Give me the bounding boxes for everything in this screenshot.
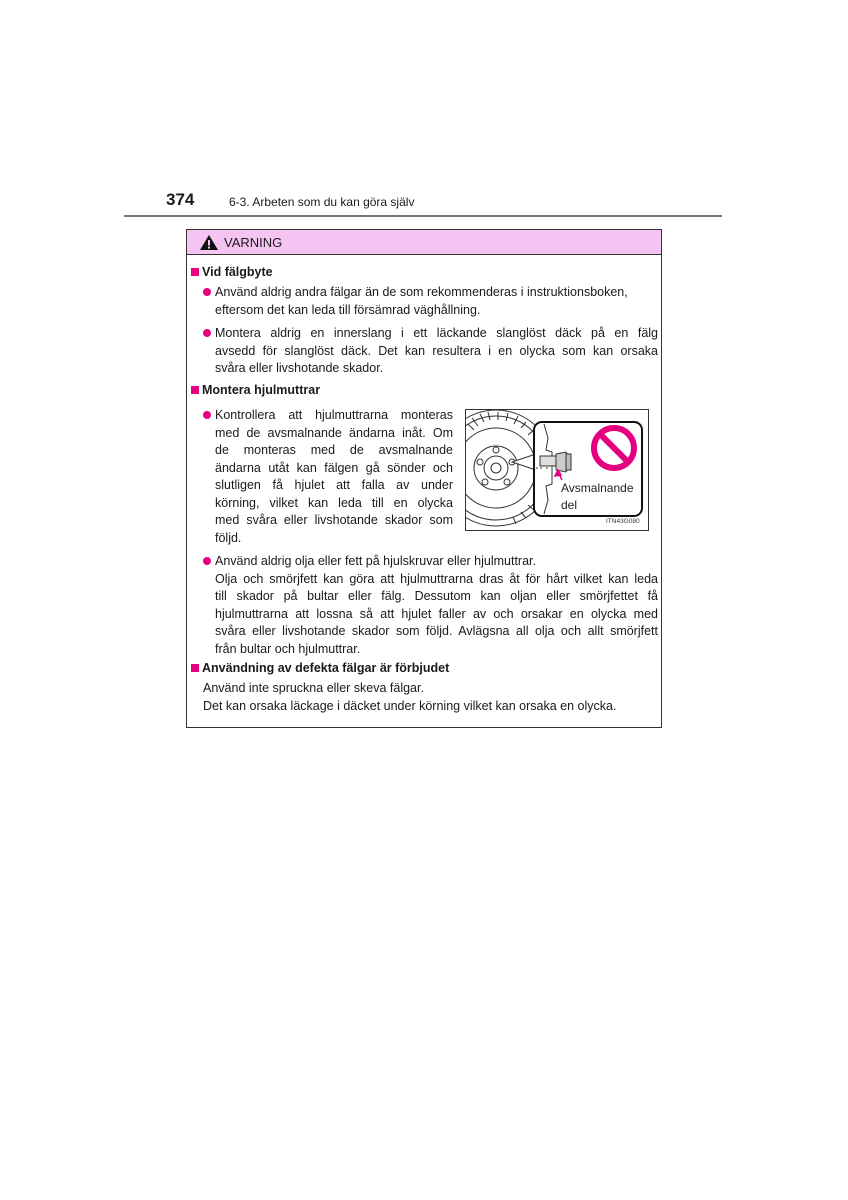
bullet-dot-icon: [203, 411, 211, 419]
bullet-nuts-1: [215, 407, 453, 547]
text-line: Det kan orsaka läckage i däcket under körning vilket kan orsaka en olycka.: [203, 698, 617, 713]
text-line: eftersom det kan leda till försämrad väghållning.: [215, 302, 481, 317]
text-line: Montera aldrig en innerslang i ett läckande slanglöst däck på en fälg: [215, 326, 658, 340]
text-line: Kontrollera att hjulmuttrarna monteras: [215, 408, 453, 422]
wheel-nut-figure: [465, 409, 649, 531]
figure-label-line: del: [561, 498, 578, 512]
text-line: till skador på bultar eller fälg. Dessutom kan oljan eller smörjfettet få: [215, 589, 658, 603]
bullet-dot-icon: [203, 329, 211, 337]
text-line: de monteras med de avsmalnande: [215, 443, 453, 457]
text-line: Använd inte spruckna eller skeva fälgar.: [203, 681, 424, 695]
section-title: 6-3. Arbeten som du kan göra själv: [229, 195, 415, 209]
text-line: avsedd för slanglöst däck. Det kan resultera i en olycka som kan orsaka: [215, 343, 658, 358]
text-line: ändarna utåt kan fälgen gå sönder och: [215, 460, 453, 475]
bullet-nuts-2: [215, 553, 658, 658]
prohibited-icon: [594, 428, 634, 468]
page-number: 374: [166, 190, 195, 209]
bullet-dot-icon: [203, 557, 211, 565]
heading-nuts-text: Montera hjulmuttrar: [202, 383, 321, 397]
bullet-rims-2: [215, 325, 658, 378]
bullet-rims-1: [215, 284, 658, 319]
heading-defective-text: Användning av defekta fälgar är förbjudet: [202, 661, 450, 675]
warning-triangle-icon: [199, 234, 219, 256]
square-bullet-icon: [191, 386, 199, 394]
text-line: Använd aldrig olja eller fett på hjulskruvar eller hjulmuttrar.: [215, 554, 536, 568]
text-line: med de avsmalnande ändarna inåt. Om: [215, 425, 453, 440]
warning-box: [186, 229, 662, 728]
warning-header: [187, 230, 661, 255]
text-line: slutligen få hjulet att falla av under: [215, 478, 453, 492]
text-line: Använd aldrig andra fälgar än de som rekommenderas i instruktionsboken,: [215, 285, 628, 299]
heading-defective: [191, 661, 449, 675]
square-bullet-icon: [191, 268, 199, 276]
text-line: svåra eller livshotande skador som följd. Avlägsna all olja och allt smörjfett: [215, 624, 658, 638]
text-line: Olja och smörjfett kan göra att hjulmuttrarna dras åt för hårt vilket kan leda: [215, 571, 658, 586]
defective-text: [203, 680, 616, 715]
text-line: från bultar och hjulmuttrar.: [215, 641, 361, 656]
heading-nuts: [191, 383, 320, 397]
figure-code: ITN43G080: [606, 518, 640, 525]
warning-label: VARNING: [224, 235, 283, 250]
text-line: med svåra eller livshotande skador som: [215, 513, 453, 527]
text-line: svåra eller livshotande skador.: [215, 361, 384, 375]
heading-rims: [191, 265, 273, 279]
header-divider: [124, 215, 722, 217]
bullet-dot-icon: [203, 288, 211, 296]
text-line: hjulmuttrarna att lossna så att hjulet faller av och orsakar en olycka med: [215, 606, 658, 621]
figure-label-line: Avsmalnande: [561, 481, 634, 495]
square-bullet-icon: [191, 664, 199, 672]
text-line: körning, vilket kan leda till en olycka: [215, 495, 453, 510]
figure-label: [561, 480, 634, 514]
text-line: följd.: [215, 530, 242, 545]
heading-rims-text: Vid fälgbyte: [202, 265, 273, 279]
